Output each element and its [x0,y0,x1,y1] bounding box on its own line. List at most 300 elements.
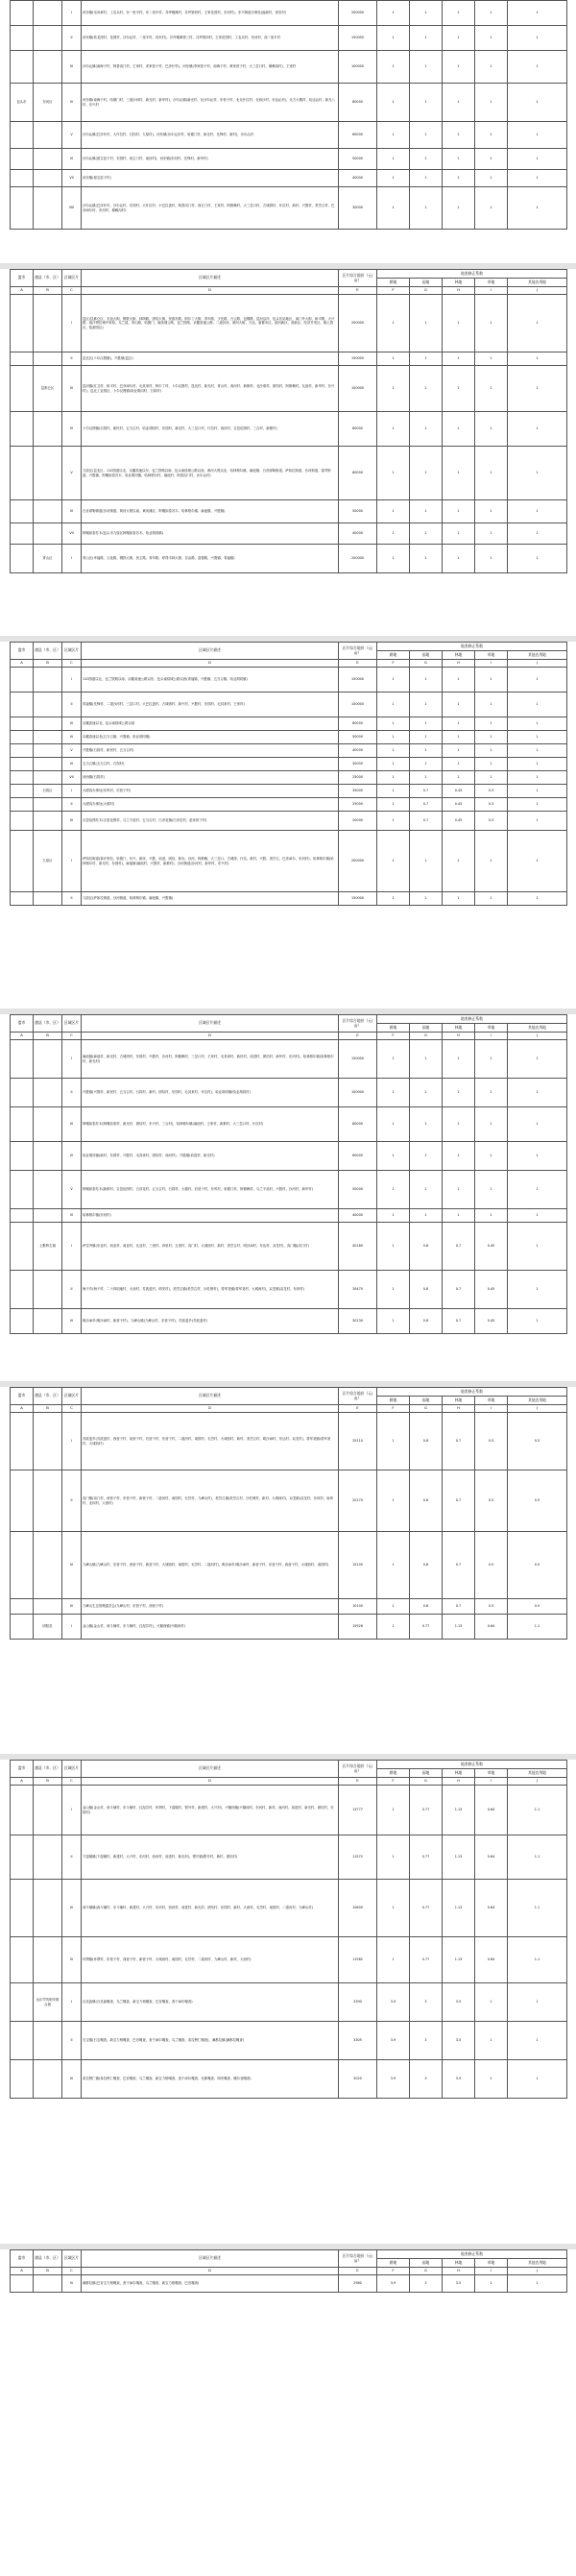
header-letter: C [62,1405,82,1413]
cell-coefficient: 3.9 [377,2022,410,2060]
cell-description: 石宝镇(石宝嘎查、新宝力格嘎查、巴音嘎查、查干淖尔嘎查、乌兰嘎查、希拉穆仁嘎查)，满都拉镇(满都拉嘎查) [82,2022,339,2060]
header-letter: B [34,1778,62,1786]
cell-coefficient: 0.45 [475,1309,508,1334]
cell-coefficient: 1 [508,500,567,523]
cell-coefficient: 1 [377,1937,410,1983]
cell-coefficient: 1 [377,1470,410,1532]
cell-coefficient: 1 [443,693,475,717]
header-city: 盟市 [11,2250,34,2268]
cell-coefficient: 0.7 [443,1223,475,1271]
header-letter: A [11,660,34,668]
cell-county [34,295,62,352]
cell-coefficient: 0.7 [443,1599,475,1615]
cell-coefficient: 1.1 [508,1880,567,1937]
cell-coefficient: 1 [508,295,567,352]
header-price: 区片综合地价（元/亩） [339,1761,377,1778]
cell-zone: I [62,1223,82,1271]
header-letter: I [475,1778,508,1786]
cell-coefficient: 1 [377,295,410,352]
table-row [11,1171,567,1209]
cell-coefficient: 1 [377,1,410,26]
cell-zone: IV [62,2275,82,2293]
cell-coefficient: 1 [508,668,567,693]
header-desc: 区域区片描述 [82,1015,339,1033]
cell-coefficient: 1 [410,1171,443,1209]
cell-zone: II [62,892,82,906]
cell-coefficient: 1 [508,412,567,447]
cell-coefficient: 1 [410,26,443,51]
cell-zone: I [62,831,82,892]
cell-county [34,1937,62,1983]
cell-price: 30130 [339,1309,377,1334]
header-c2: 园地 [410,1397,443,1405]
cell-coefficient: 1 [410,149,443,170]
header-c4: 草地 [475,279,508,287]
cell-price: 35000 [339,785,377,798]
cell-zone: I [62,785,82,798]
header-letter: F [377,1778,410,1786]
cell-county [34,122,62,149]
land-price-table [10,1014,567,1334]
cell-description: 兴胜镇(石拐村、新民村、五当召村) [82,744,339,758]
header-letter: C [62,287,82,295]
cell-city [11,2060,34,2099]
cell-city [11,545,34,573]
cell-coefficient: 1 [377,1040,410,1079]
cell-coefficient: 1 [508,693,567,717]
cell-coefficient: 3 [410,2060,443,2099]
cell-coefficient: 1 [443,668,475,693]
cell-coefficient: 1 [443,412,475,447]
cell-coefficient: 1 [475,717,508,731]
cell-coefficient: 1 [475,122,508,149]
header-c5: 其他农用地 [508,1769,567,1778]
table-row [11,170,567,187]
cell-coefficient: 1 [508,744,567,758]
cell-coefficient: 1 [377,500,410,523]
cell-county [34,1599,62,1615]
table-row [11,771,567,785]
cell-coefficient: 1 [377,149,410,170]
cell-coefficient: 1 [443,1079,475,1107]
table-row [11,84,567,122]
cell-coefficient: 1 [377,1171,410,1209]
cell-zone: V [62,447,82,500]
cell-city [11,1271,34,1309]
cell-zone: VI [62,758,82,771]
cell-description: 西斗铺镇(西斗铺村、东斗铺村、新建村、大兴村、东河村、西河村、前进村、新光村、团结村、东园村、新村、大西村、毛岱村、南园村、二道河村、九峰山村) [82,1880,339,1937]
cell-description: 希拉穆仁镇(希拉穆仁嘎查、巴音嘎查、乌兰嘎查、新宝力格嘎查、查干淖尔嘎查、毛都嘎查、明安嘎查、额尔登嘎查) [82,2060,339,2099]
header-letter: C [62,660,82,668]
cell-description: 萨拉齐镇(东亚村、西亚村、南亚村、北亚村、三里村、四里村、五里村、沟门村、大城西村、新村、美岱召村、明沙淖村、东达村、双龙村)，沟门镇(沟门村) [82,1223,339,1271]
cell-county [34,668,62,693]
cell-zone: II [62,26,82,51]
header-letter: F [377,1033,410,1040]
cell-county [34,1171,62,1209]
cell-coefficient: 1 [443,1107,475,1142]
cell-city [11,785,34,798]
table-row [11,1532,567,1599]
cell-description: 青山区(幸福路、文化路、钢铁大街、民主路、青年路、呼得木林大街、自由路、富强路、兴胜镇、青福镇) [82,545,339,573]
header-letter: I [475,1405,508,1413]
cell-city [11,812,34,831]
table-row [11,545,567,573]
land-price-table [10,1760,567,2099]
table-row [11,149,567,170]
table-row [11,412,567,447]
cell-price: 11572 [339,1835,377,1880]
cell-county [34,2060,62,2099]
cell-coefficient: 1 [377,731,410,744]
cell-county [34,1786,62,1835]
header-c5: 其他农用地 [508,279,567,287]
cell-city [11,1470,34,1532]
cell-zone: V [62,122,82,149]
cell-coefficient: 1 [475,744,508,758]
table-row [11,295,567,352]
header-c1: 耕地 [377,1769,410,1778]
cell-county [34,731,62,744]
cell-coefficient: 0.8 [410,1413,443,1470]
table-row [11,122,567,149]
cell-zone: IV [62,1937,82,1983]
cell-coefficient: 1 [377,1880,410,1937]
header-c2: 园地 [410,1769,443,1778]
cell-coefficient: 1 [377,785,410,798]
table-row [11,1107,567,1142]
header-c4: 草地 [475,2259,508,2268]
cell-city [11,892,34,906]
cell-coefficient: 1 [508,523,567,545]
cell-city [11,1835,34,1880]
cell-zone: III [62,2060,82,2099]
table-row [11,798,567,812]
cell-price: 200000 [339,295,377,352]
header-letter: B [34,1033,62,1040]
cell-city [11,2022,34,2060]
cell-coefficient: 1 [443,717,475,731]
cell-zone: VII [62,523,82,545]
cell-coefficient: 1 [377,545,410,573]
cell-county [34,771,62,785]
cell-description: 河东镇(转龙湾村、花园村、沙尔沁村、二里半村、河东村)，井坪壕滩第三村、井坪第四村、王家花园村、工农兵村、东河村、西二里半村 [82,26,339,51]
cell-price: 20000 [339,812,377,831]
cell-city [11,831,34,892]
cell-county: 东河区 [34,84,62,122]
header-city: 盟市 [11,643,34,660]
cell-county [34,1040,62,1079]
cell-description: 阿嘎如泰苏木(阿嘎如泰村、新光村、团结村、东兴村、三合村)，哈林格尔镇(麻池村、王家村、新都村、大三岔口村、什拉村) [82,1107,339,1142]
cell-zone: II [62,2022,82,2060]
cell-coefficient: 1 [410,1040,443,1079]
cell-coefficient: 1 [377,1615,410,1640]
header-c5: 其他农用地 [508,1024,567,1033]
cell-coefficient: 1 [443,1040,475,1079]
cell-coefficient: 1 [475,500,508,523]
cell-county [34,352,62,366]
cell-coefficient: 0.8 [410,1599,443,1615]
cell-city [11,187,34,230]
header-letter: E [339,2268,377,2275]
header-c1: 耕地 [377,1024,410,1033]
cell-coefficient: 1 [377,26,410,51]
header-letter: C [62,1778,82,1786]
cell-description: 海子乡(海子村、二十四顷地村、大西村、苏波盖村、明安村)，美岱召镇(美岱召村、沙圪堵村)，将军尧镇(将军尧村、大城西村)，双龙镇(双龙村、东坝村) [82,1271,339,1309]
header-c1: 耕地 [377,1397,410,1405]
cell-county [34,744,62,758]
cell-coefficient: 1 [377,1786,410,1835]
cell-city [11,1171,34,1209]
cell-coefficient: 1 [377,717,410,731]
cell-county [34,170,62,187]
header-letter: A [11,2268,34,2275]
cell-coefficient: 1 [508,122,567,149]
cell-description: 昆北区(卜尔汉图镇)，兴胜镇(昆区) [82,352,339,366]
cell-zone: VIII [62,187,82,230]
cell-coefficient: 1 [410,1079,443,1107]
cell-coefficient: 1 [443,1171,475,1209]
cell-coefficient: 1 [410,892,443,906]
page-separator [0,636,576,642]
cell-coefficient: 1 [443,122,475,149]
cell-coefficient: 1 [443,500,475,523]
cell-coefficient: 0.64 [475,1786,508,1835]
cell-coefficient: 1 [410,84,443,122]
table-row [11,744,567,758]
cell-county: 青山区 [34,545,62,573]
cell-coefficient: 0.7 [410,798,443,812]
cell-description: 九原区(昆北区、110国道以北、京藏高速以东、包兰铁路以南、包头南绕城公路以西、黄河大堤以北、哈林格尔镇、麻池镇、白音席勒街道、萨如拉街道、沙河街道、赛罕街道、兴胜镇、阿嘎如泰苏木、哈业胡同镇、哈林格尔村、麻池村、阿善沟门村、沙尔沁村) [82,447,339,500]
cell-price: 200000 [339,1,377,26]
header-letter: A [11,1778,34,1786]
header-letter: G [410,1778,443,1786]
header-price: 区片综合地价（元/亩） [339,1388,377,1405]
cell-city [11,412,34,447]
cell-city [11,1040,34,1079]
header-c4: 草地 [475,1769,508,1778]
land-price-table [10,2249,567,2293]
cell-description: 吉忽伦图苏木(吉忽伦图村、乌兰不浪村、五当召村、白彦花镇(白彦花村、赵家营子村) [82,812,339,831]
cell-coefficient: 0.8 [410,1470,443,1532]
cell-city [11,1413,34,1470]
cell-coefficient: 1 [508,352,567,366]
cell-description: 下湿壕镇(下湿壕村、新建村、大兴村、东河村、西河村、前进村、新光村)，银号镇(银号村、新村、团结村) [82,1835,339,1880]
cell-county [34,717,62,731]
cell-coefficient: 1 [410,51,443,84]
cell-coefficient: 1 [443,352,475,366]
cell-price: 150000 [339,26,377,51]
cell-price: 150000 [339,668,377,693]
cell-description: 沙尔沁镇(巴彦什村、大什拉村、石拐村、九原村)，河东镇(沙尔沁东村、哈德门村、新光村、先锋村、新村)，沙尔沁村 [82,122,339,149]
cell-description: 京藏高速以北(五当召镇、兴胜镇、哈业胡同镇) [82,731,339,744]
cell-zone: V [62,1171,82,1209]
table-row [11,1309,567,1334]
cell-coefficient: 1 [443,26,475,51]
table-row [11,892,567,906]
cell-coefficient: 1 [377,812,410,831]
cell-city [11,1615,34,1640]
cell-coefficient: 1 [475,447,508,500]
header-c1: 耕地 [377,2259,410,2268]
page-separator [0,1754,576,1760]
cell-coefficient: 0.64 [475,1615,508,1640]
cell-price: 150000 [339,1040,377,1079]
cell-coefficient: 1.13 [443,1615,475,1640]
cell-price: 3390 [339,1983,377,2022]
cell-coefficient: 1 [508,1142,567,1171]
cell-coefficient: 3.5 [443,1983,475,2022]
table-row [11,447,567,500]
cell-description: 河西镇(石拐村) [82,771,339,785]
cell-coefficient: 1 [508,149,567,170]
header-coef: 地类修正系数 [377,1388,567,1397]
cell-coefficient: 1 [508,170,567,187]
cell-city [11,693,34,717]
cell-zone: I [62,545,82,573]
cell-price: 11582 [339,1937,377,1983]
cell-county [34,447,62,500]
cell-coefficient: 1 [410,1209,443,1223]
cell-coefficient: 3 [410,2275,443,2293]
cell-coefficient: 1 [508,51,567,84]
cell-coefficient: 1 [475,771,508,785]
cell-description: 昆河镇(红卫村、和平村、巴彦淖尔村、毛其来村、阿尔丁村、卜尔汉图村、昆北村、新光村、青山村、西河村、新都村、北沙梁村、团结村、阿都赖村、友谊村、新华村、东兴村)，昆北工业园区，卜尔汉图镇(哈业胡同村、石拐村) [82,366,339,412]
cell-city [11,1209,34,1223]
cell-zone: VII [62,771,82,785]
cell-coefficient: 0.5 [475,1599,508,1615]
cell-city [11,295,34,352]
cell-coefficient: 1 [508,2275,567,2293]
header-zone: 区域区片 [62,1015,82,1033]
cell-coefficient: 1.1 [508,1786,567,1835]
cell-coefficient: 1 [508,2022,567,2060]
cell-coefficient: 3.5 [443,2060,475,2099]
cell-coefficient: 0.7 [410,812,443,831]
cell-coefficient: 1 [443,523,475,545]
header-city: 盟市 [11,270,34,287]
header-c3: 林地 [443,1024,475,1033]
cell-zone: II [62,1079,82,1107]
cell-coefficient: 1 [410,771,443,785]
cell-coefficient: 1 [508,1079,567,1107]
cell-county [34,149,62,170]
cell-description: 青福镇(先锋村、二道沙河村、三岔口村、大巴拉盖村、古城湾村、新兴村、兴胜村、东园村、毛其来村、王家村) [82,693,339,717]
cell-coefficient: 1 [377,1532,410,1599]
cell-zone: V [62,744,82,758]
cell-coefficient: 1 [410,1,443,26]
cell-description: 卜尔汉图镇(石拐村、新民村、五当召村、哈业胡同村、东园村、新光村、大三岔口村、什拉村、西河村、吉忽伦图村、三合村、新都村) [82,412,339,447]
cell-description: 京藏高速以北、包头南绕城公路以南 [82,717,339,731]
cell-coefficient: 1 [410,744,443,758]
cell-coefficient: 1 [377,51,410,84]
header-desc: 区域区片描述 [82,1388,339,1405]
table-row [11,668,567,693]
cell-description: 金山镇(金山村、西斗铺村、东斗铺村、红泥井村、怀朔村、下湿壕村、银号村、新建村、大兴村)，兴顺西镇(兴顺西村、东河村、新村、西河村、前进村、新光村、团结村、东园村) [82,1786,339,1835]
cell-coefficient: 1 [508,831,567,892]
header-desc: 区域区片描述 [82,1761,339,1778]
cell-price: 35470 [339,1271,377,1309]
header-letter: J [508,1033,567,1040]
cell-coefficient: 0.5 [475,1413,508,1470]
cell-city [11,149,34,170]
cell-zone: III [62,812,82,831]
header-price: 区片综合地价（元/亩） [339,1015,377,1033]
cell-description: 苏波盖乡(苏波盖村、西营子村、前营子村、后营子村、东营子村、二道河村、南园村、毛岱村、大城西村、新村、美岱召村、明沙淖村、东达村、双龙村)，将军尧镇(将军尧村、大城西村) [82,1413,339,1470]
header-letter: H [443,2268,475,2275]
cell-coefficient: 1 [377,366,410,412]
table-row [11,1040,567,1079]
cell-coefficient: 0.3 [475,812,508,831]
header-letter: G [410,287,443,295]
header-letter: G [410,1033,443,1040]
header-c3: 林地 [443,1769,475,1778]
table-page [10,642,566,906]
table-row [11,1880,567,1937]
table-page [10,1014,566,1334]
table-row [11,1599,567,1615]
header-c3: 林地 [443,1397,475,1405]
header-letter: D [82,287,339,295]
cell-price: 60000 [339,122,377,149]
header-letter: E [339,1778,377,1786]
cell-coefficient: 1 [410,758,443,771]
cell-city [11,1107,34,1142]
cell-city [11,717,34,731]
header-letter: F [377,660,410,668]
cell-coefficient: 1 [508,758,567,771]
header-coef: 地类修正系数 [377,270,567,279]
cell-city [11,1,34,26]
cell-zone: VI [62,149,82,170]
cell-zone: I [62,1413,82,1470]
table-page [10,0,566,230]
table-row [11,758,567,771]
cell-coefficient: 0.64 [475,1937,508,1983]
cell-coefficient: 1 [410,523,443,545]
header-letter: H [443,1778,475,1786]
cell-coefficient: 1 [377,1309,410,1334]
header-c2: 园地 [410,2259,443,2268]
header-c4: 草地 [475,1024,508,1033]
header-c3: 林地 [443,651,475,660]
header-letter: G [410,660,443,668]
header-desc: 区域区片描述 [82,2250,339,2268]
cell-price: 3020 [339,2060,377,2099]
cell-price: 150000 [339,352,377,366]
cell-coefficient: 1 [475,731,508,744]
cell-county [34,1,62,26]
cell-price: 15926 [339,1615,377,1640]
cell-coefficient: 1 [410,187,443,230]
cell-city [11,668,34,693]
cell-coefficient: 0.8 [410,1271,443,1309]
header-letter: F [377,2268,410,2275]
cell-city [11,1880,34,1937]
cell-coefficient: 1 [475,831,508,892]
cell-coefficient: 1.1 [508,1615,567,1640]
cell-county: 昆都仑区 [34,366,62,412]
cell-coefficient: 1 [443,1209,475,1223]
header-coef: 地类修正系数 [377,2250,567,2259]
page-separator [0,263,576,269]
cell-zone: II [62,693,82,717]
cell-price: 30000 [339,187,377,230]
cell-coefficient: 1 [508,1309,567,1334]
cell-coefficient: 1 [443,731,475,744]
cell-coefficient: 1 [410,1107,443,1142]
cell-county [34,1880,62,1937]
header-coef: 地类修正系数 [377,1015,567,1024]
